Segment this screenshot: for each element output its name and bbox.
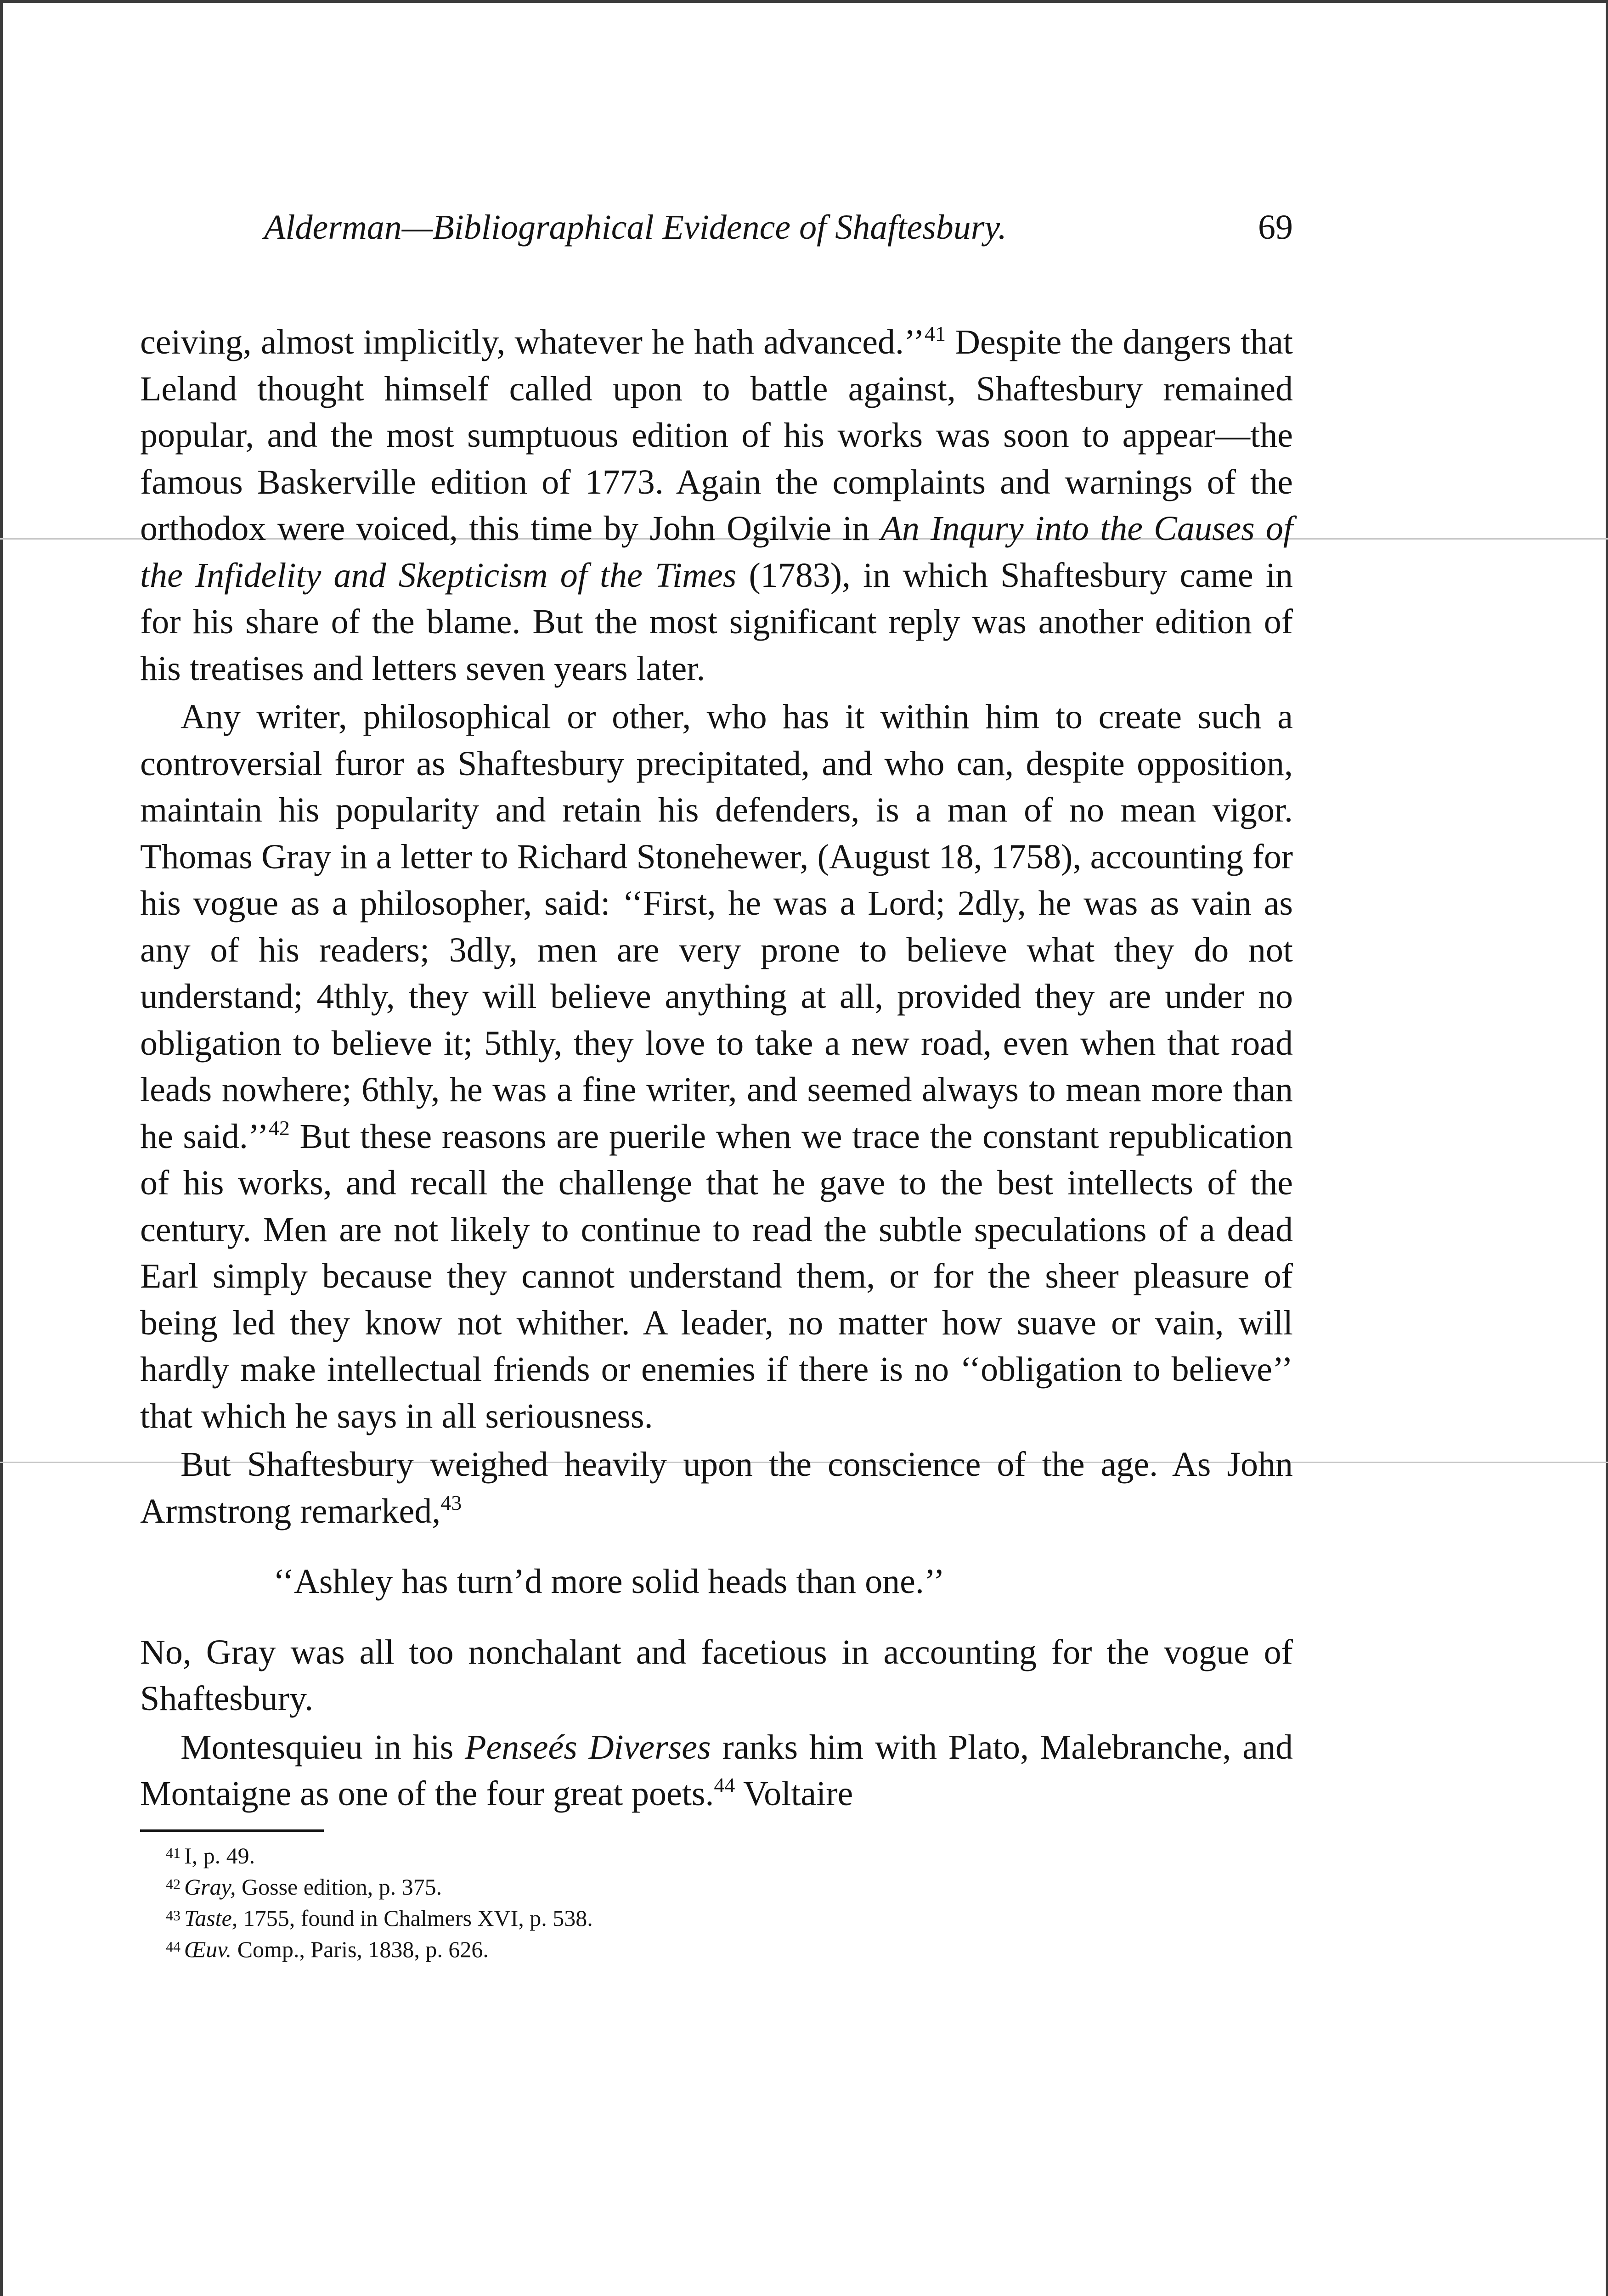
footnote-number: 44 <box>166 1938 181 1955</box>
paragraph <box>140 319 1293 692</box>
scan-border-left <box>0 0 3 2296</box>
footnote-number: 41 <box>166 1844 181 1861</box>
footnote <box>140 1934 1293 1965</box>
footnote <box>140 1840 1293 1871</box>
text-run: ceiving, almost implicitly, whatever he hath advanced.’’ <box>140 323 925 361</box>
paragraph <box>140 1724 1293 1818</box>
scan-border-right <box>1606 0 1608 2296</box>
footnotes <box>140 1840 1293 1965</box>
text-run: Montesquieu in his <box>181 1728 465 1767</box>
footnote-ref[interactable]: 43 <box>440 1491 462 1514</box>
footnote-ref[interactable]: 42 <box>268 1116 290 1140</box>
footnote-rule <box>140 1829 324 1832</box>
footnote-number: 42 <box>166 1875 181 1892</box>
footnote-ref[interactable]: 44 <box>714 1773 735 1797</box>
footnote-number: 43 <box>166 1907 181 1924</box>
book-title: An Inqury into the Causes of the Infidelity and Skepticism of the Times <box>140 509 1293 595</box>
text-run: But these reasons are puerile when we trace the constant republication of his works, and recall the challenge that he gave to the best intellects of the century. Men are not likely to continue to read the subtle speculations of a dead Earl simply because they cannot understand them, or for the sheer pleasure of being led they know not whither. A leader, no matter how suave or vain, will hardly make intellectual friends or enemies if there is no ‘‘obligation to believe’’ that which he says in all seriousness. <box>140 1117 1293 1435</box>
text-run: Voltaire <box>735 1774 853 1813</box>
footnote-text: Comp., Paris, 1838, p. 626. <box>231 1936 489 1962</box>
running-head <box>264 204 1293 250</box>
paragraph <box>140 1441 1293 1535</box>
footnote-italic: Taste, <box>184 1905 238 1931</box>
footnote-text: Gosse edition, p. 375. <box>236 1874 442 1900</box>
text-run: ranks him with Plato, Malebranche, and Montaigne as one of the four great poets. <box>140 1728 1293 1813</box>
footnote-ref[interactable]: 41 <box>924 322 946 345</box>
text-run: Despite the dangers that Leland thought himself called upon to battle against, Shaftesbury remained popular, and the most sumptuous edition of his works was soon to appear—the famous Baskerville edition of 1773. Again the complaints and warnings of the orthodox were voiced, this time by John Ogilvie in <box>140 323 1293 548</box>
footnote-italic: Œuv. <box>184 1936 232 1962</box>
footnote <box>140 1871 1293 1902</box>
verse-quote: ‘‘Ashley has turn’d more solid heads than one.’’ <box>273 1562 945 1601</box>
paragraph <box>140 694 1293 1440</box>
text-run: Any writer, philosophical or other, who has it within him to create such a controversial furor as Shaftesbury precipitated, and who can, despite opposition, maintain his popularity and retain his defenders, is a man of no mean vigor. Thomas Gray in a letter to Richard Stonehewer, (August 18, 1758), accounting for his vogue as a philosopher, said: ‘‘First, he was a Lord; 2dly, he was as vain as any of his readers; 3dly, men are very prone to believe what they do not understand; 4thly, they will believe anything at all, provided they are under no obligation to believe it; 5thly, they love to take a new road, even when that road leads nowhere; 6thly, he was a fine writer, and seemed always to mean more than he said.’’ <box>140 698 1293 1156</box>
footnote-italic: Gray, <box>184 1874 236 1900</box>
footnote-text: 1755, found in Chalmers XVI, p. 538. <box>237 1905 593 1931</box>
footnote <box>140 1902 1293 1934</box>
scan-border-top <box>0 0 1608 3</box>
book-title: Penseés Diverses <box>465 1728 711 1767</box>
book-page <box>140 204 1293 1965</box>
text-run: But Shaftesbury weighed heavily upon the conscience of the age. As John Armstrong remarked, <box>140 1445 1293 1531</box>
running-title: Alderman—Bibliographical Evidence of Shaftesbury. <box>264 208 1007 247</box>
footnote-text: I, p. 49. <box>184 1842 255 1868</box>
page-number: 69 <box>1258 208 1293 247</box>
body-text <box>140 319 1293 1818</box>
text-run: (1783), in which Shaftesbury came in for his share of the blame. But the most significant reply was another edition of his treatises and letters seven years later. <box>140 556 1293 688</box>
paragraph <box>140 1629 1293 1722</box>
text-run: No, Gray was all too nonchalant and facetious in accounting for the vogue of Shaftesbury. <box>140 1632 1293 1718</box>
